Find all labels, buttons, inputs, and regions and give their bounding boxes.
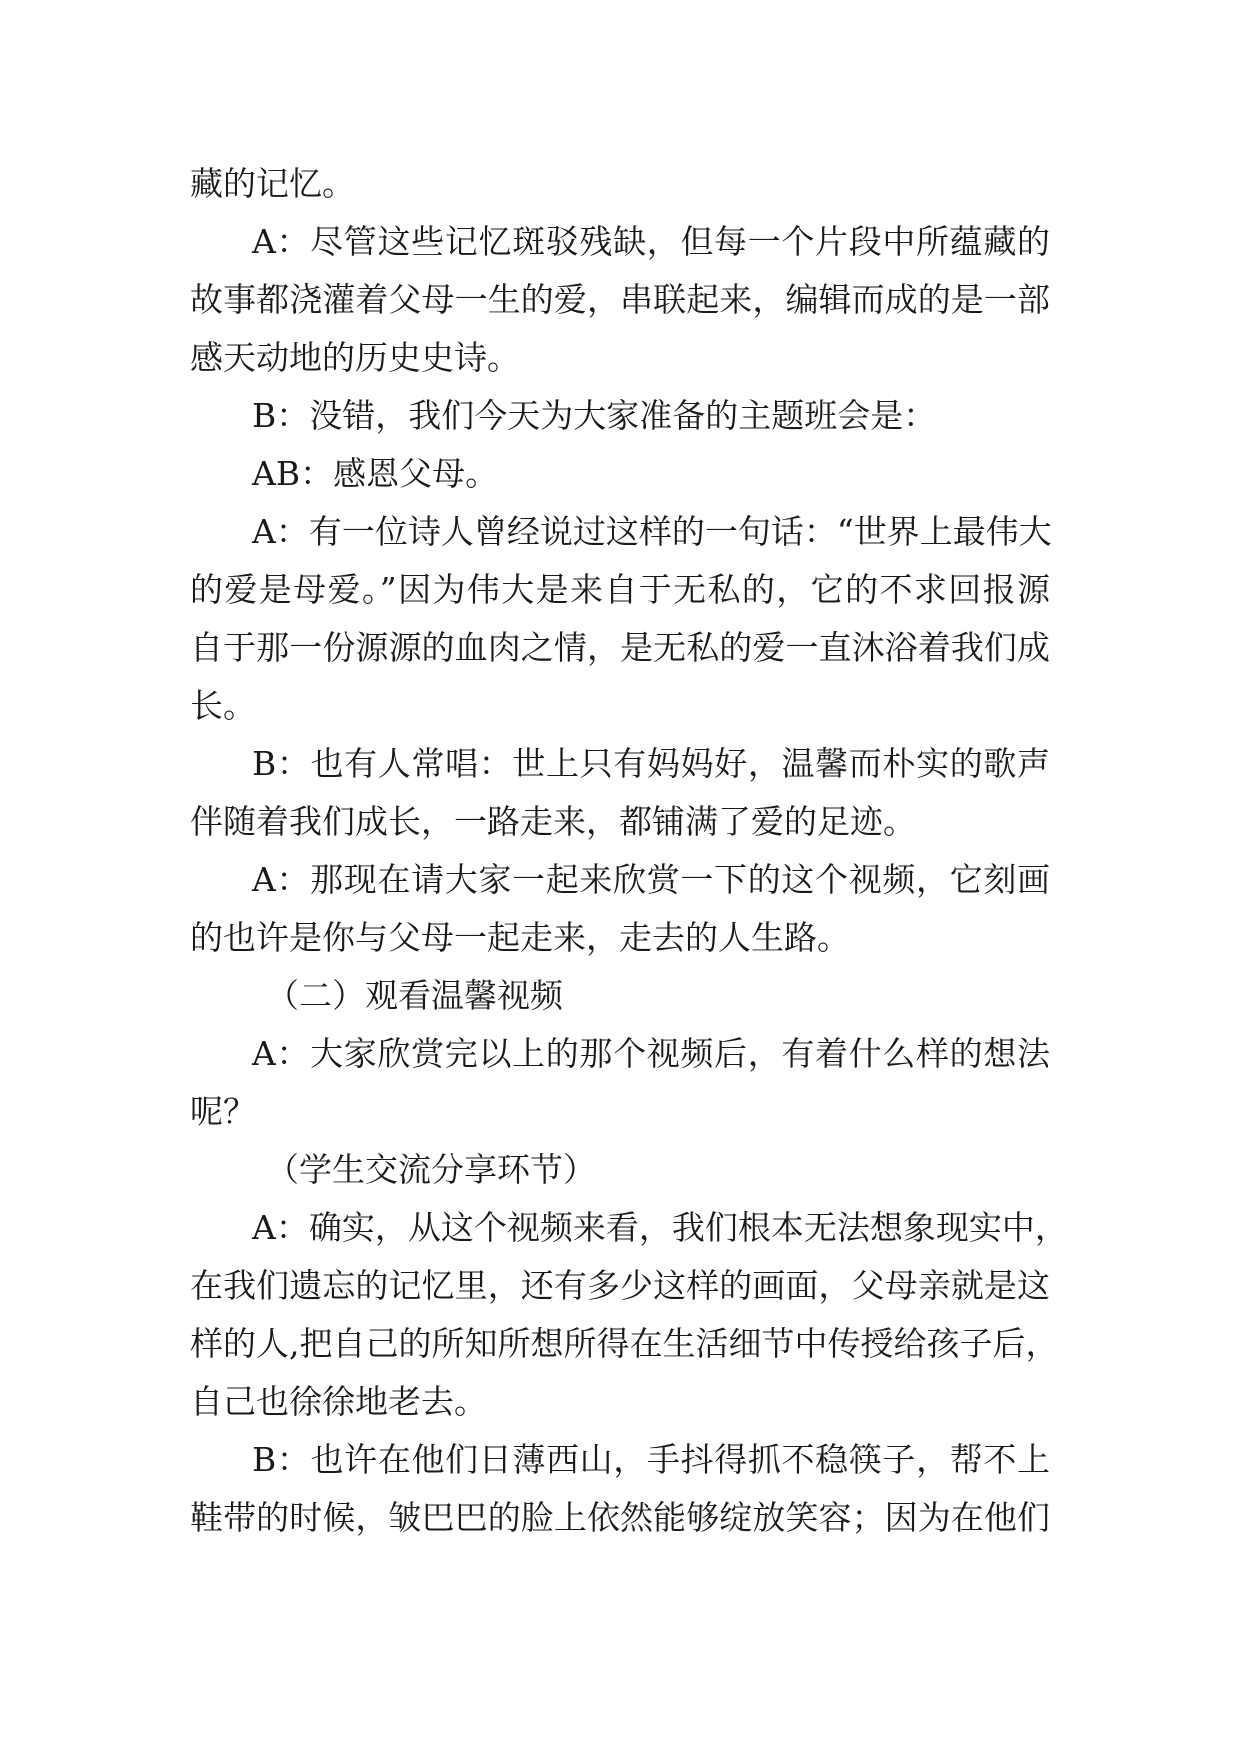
paragraph-line: 的爱是母爱。”因为伟大是来自于无私的，它的不求回报源 [190,570,1050,609]
paragraph-line: B：也许在他们日薄西山，手抖得抓不稳筷子，帮不上 [252,1440,1050,1479]
paragraph-line: 伴随着我们成长，一路走来，都铺满了爱的足迹。 [190,802,916,841]
paragraph-line: 样的人,把自己的所知所想所得在生活细节中传授给孩子后， [190,1324,1059,1363]
paragraph-line: AB：感恩父母。 [252,454,499,493]
paragraph-line: 鞋带的时候，皱巴巴的脸上依然能够绽放笑容；因为在他们 [190,1498,1050,1537]
paragraph-line: 在我们遗忘的记忆里，还有多少这样的画面，父母亲就是这 [190,1266,1050,1305]
paragraph-line: 呢？ [190,1092,256,1131]
paragraph-line: 自己也徐徐地老去。 [190,1382,487,1421]
paragraph-line: A：有一位诗人曾经说过这样的一句话：“世界上最伟大 [252,512,1052,551]
paragraph-line: B：没错，我们今天为大家准备的主题班会是： [252,396,937,435]
paragraph-line: A：大家欣赏完以上的那个视频后，有着什么样的想法 [252,1034,1050,1073]
paragraph-line: 故事都浇灌着父母一生的爱，串联起来，编辑而成的是一部 [190,280,1050,319]
paragraph-line: 自于那一份源源的血肉之情，是无私的爱一直沐浴着我们成 [190,628,1050,667]
paragraph-line: A：那现在请大家一起来欣赏一下的这个视频，它刻画 [252,860,1050,899]
paragraph-line: 藏的记忆。 [190,164,355,203]
paragraph-line: A：确实，从这个视频来看，我们根本无法想象现实中， [252,1208,1068,1247]
paragraph-line: 感天动地的历史史诗。 [190,338,520,377]
paragraph-line: B：也有人常唱：世上只有妈妈好，温馨而朴实的歌声 [252,744,1050,783]
section-heading: （二）观看温馨视频 [266,976,563,1015]
paragraph-line: A：尽管这些记忆斑驳残缺，但每一个片段中所蕴藏的 [252,222,1050,261]
paragraph-line: 长。 [190,686,256,725]
stage-note: （学生交流分享环节） [266,1150,596,1189]
paragraph-line: 的也许是你与父母一起走来，走去的人生路。 [190,918,850,957]
